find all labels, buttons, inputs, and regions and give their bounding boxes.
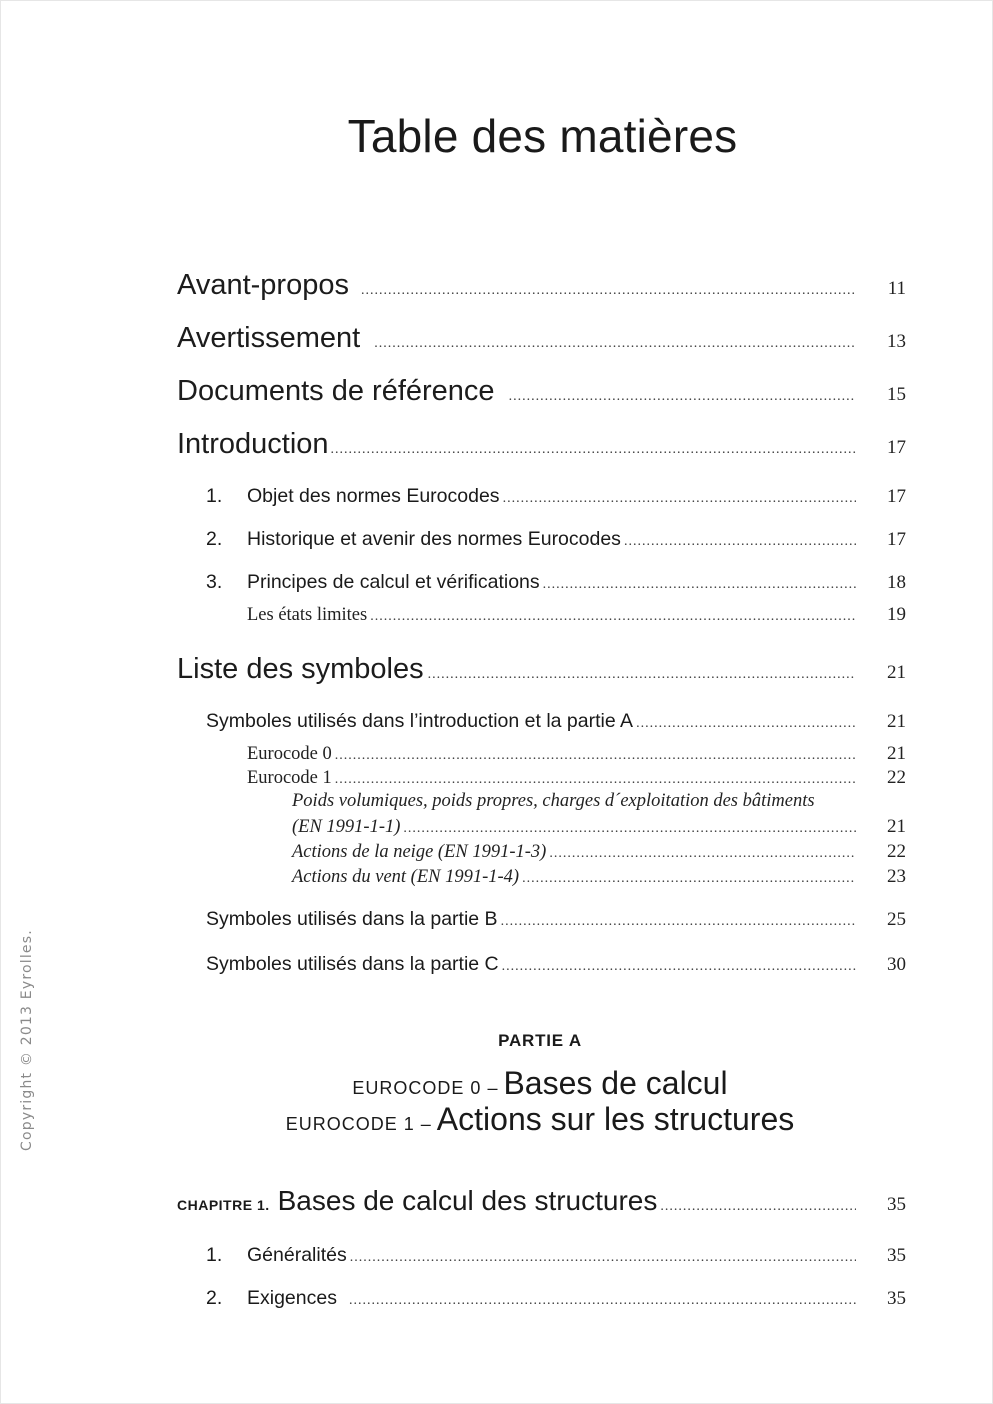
leader-dots — [624, 534, 856, 550]
toc-entry-chapter-1-item-2[interactable] — [206, 1287, 906, 1310]
toc-entry-label: Bases de calcul des structures — [277, 1185, 658, 1216]
toc-entry-symboles-partie-b[interactable] — [206, 908, 906, 931]
toc-page-number: 18 — [887, 572, 906, 593]
toc-entry-label: Liste des symboles — [177, 653, 424, 685]
part-dash: – — [487, 1078, 498, 1098]
toc-entry-number: 3. — [206, 571, 223, 593]
toc-entry-liste-symboles[interactable] — [177, 653, 906, 686]
leader-dots — [361, 283, 856, 299]
leader-dots — [349, 1293, 856, 1309]
toc-entry-number: 2. — [206, 1287, 223, 1309]
leader-dots — [549, 846, 856, 862]
toc-page-number: 30 — [887, 954, 906, 975]
toc-entry-label: Exigences — [247, 1287, 337, 1309]
toc-entry-chapter-1[interactable] — [177, 1185, 906, 1217]
toc-page-number: 13 — [887, 331, 906, 352]
toc-entry-label: Actions du vent (EN 1991-1-4) — [292, 867, 520, 887]
toc-page-number: 25 — [887, 909, 906, 930]
toc-entry-label: Symboles utilisés dans l’introduction et la partie A — [206, 710, 634, 732]
toc-entry-label: Introduction — [177, 428, 329, 460]
toc-entry-label: Actions de la neige (EN 1991-1-3) — [292, 842, 547, 862]
toc-entry-number: 2. — [206, 528, 223, 550]
toc-entry-number: 1. — [206, 1244, 223, 1266]
toc-entry-documents[interactable] — [177, 375, 906, 408]
leader-dots — [370, 609, 856, 625]
toc-entry-intro-2[interactable] — [206, 528, 906, 551]
toc-page-number: 22 — [887, 841, 906, 862]
leader-dots — [543, 577, 856, 593]
toc-entry-label: Avant-propos — [177, 269, 349, 301]
leader-dots — [522, 871, 856, 887]
toc-entry-introduction[interactable] — [177, 428, 906, 461]
toc-entry-chapter-1-item-1[interactable] — [206, 1244, 906, 1267]
toc-entry-vent[interactable] — [292, 866, 906, 888]
copyright-notice: Copyright © 2013 Eyrolles. — [19, 929, 35, 1151]
toc-page-number: 19 — [887, 604, 906, 625]
toc-entry-neige[interactable] — [292, 841, 906, 863]
toc-entry-label: Généralités — [247, 1244, 347, 1266]
toc-page-number: 17 — [887, 486, 906, 507]
toc-entry-label: Eurocode 1 — [247, 768, 332, 788]
toc-page-number: 11 — [887, 278, 906, 299]
page-title: Table des matières — [347, 110, 738, 162]
leader-dots — [335, 772, 856, 788]
toc-entry-avertissement[interactable] — [177, 322, 906, 355]
toc-entry-label: Principes de calcul et vérifications — [247, 571, 540, 593]
toc-entry-label: Documents de référence — [177, 375, 495, 407]
part-title-line-2 — [1, 1101, 993, 1138]
leader-dots — [509, 389, 856, 405]
leader-dots — [636, 716, 856, 732]
toc-entry-label: Avertissement — [177, 322, 361, 354]
toc-entry-label: Eurocode 0 — [247, 744, 332, 764]
leader-dots — [335, 748, 856, 764]
part-title-line-1 — [1, 1065, 993, 1102]
toc-page-number: 21 — [887, 816, 906, 837]
toc-entry-intro-3[interactable] — [206, 571, 906, 594]
chapter-prefix: CHAPITRE 1. — [177, 1197, 270, 1213]
toc-page-number: 35 — [887, 1245, 906, 1266]
toc-entry-label: (EN 1991-1-1) — [292, 817, 401, 837]
toc-page-number: 17 — [887, 529, 906, 550]
leader-dots — [502, 959, 856, 975]
toc-entry-poids-line1: Poids volumiques, poids propres, charges d´exploitation des bâtiments — [292, 791, 815, 811]
toc-page-number: 35 — [887, 1288, 906, 1309]
leader-dots — [501, 914, 856, 930]
leader-dots — [374, 336, 856, 352]
toc-entry-number: 1. — [206, 485, 223, 507]
leader-dots — [428, 667, 856, 683]
toc-entry-etats-limites[interactable] — [247, 604, 906, 626]
leader-dots — [660, 1199, 856, 1215]
toc-page-number: 15 — [887, 384, 906, 405]
toc-entry-symboles-partie-c[interactable] — [206, 953, 906, 976]
part-dash: – — [420, 1114, 431, 1134]
toc-page-number: 23 — [887, 866, 906, 887]
part-label: PARTIE A — [498, 1031, 582, 1050]
part-title: Bases de calcul — [503, 1065, 728, 1101]
part-eurocode-prefix: EUROCODE 0 — [352, 1078, 482, 1098]
leader-dots — [331, 442, 856, 458]
part-title: Actions sur les structures — [436, 1101, 795, 1137]
toc-page-number: 17 — [887, 437, 906, 458]
leader-dots — [403, 821, 856, 837]
part-eurocode-prefix: EUROCODE 1 — [285, 1114, 415, 1134]
toc-page-number: 21 — [887, 743, 906, 764]
toc-page-number: 21 — [887, 711, 906, 732]
toc-entry-poids[interactable] — [292, 816, 906, 838]
toc-entry-label: Objet des normes Eurocodes — [247, 485, 500, 507]
toc-entry-label: Les états limites — [247, 605, 368, 625]
toc-entry-label: Symboles utilisés dans la partie C — [206, 953, 499, 975]
toc-entry-eurocode-0[interactable] — [247, 743, 906, 765]
toc-entry-label: Historique et avenir des normes Eurocodes — [247, 528, 621, 550]
toc-entry-avant-propos[interactable] — [177, 269, 906, 302]
toc-entry-label: Symboles utilisés dans la partie B — [206, 908, 498, 930]
toc-page-number: 21 — [887, 662, 906, 683]
toc-page-number: 35 — [887, 1194, 906, 1215]
toc-entry-symboles-intro[interactable] — [206, 710, 906, 733]
toc-page-number: 22 — [887, 767, 906, 788]
toc-entry-eurocode-1[interactable] — [247, 767, 906, 789]
leader-dots — [503, 491, 856, 507]
leader-dots — [350, 1250, 856, 1266]
toc-entry-intro-1[interactable] — [206, 485, 906, 508]
